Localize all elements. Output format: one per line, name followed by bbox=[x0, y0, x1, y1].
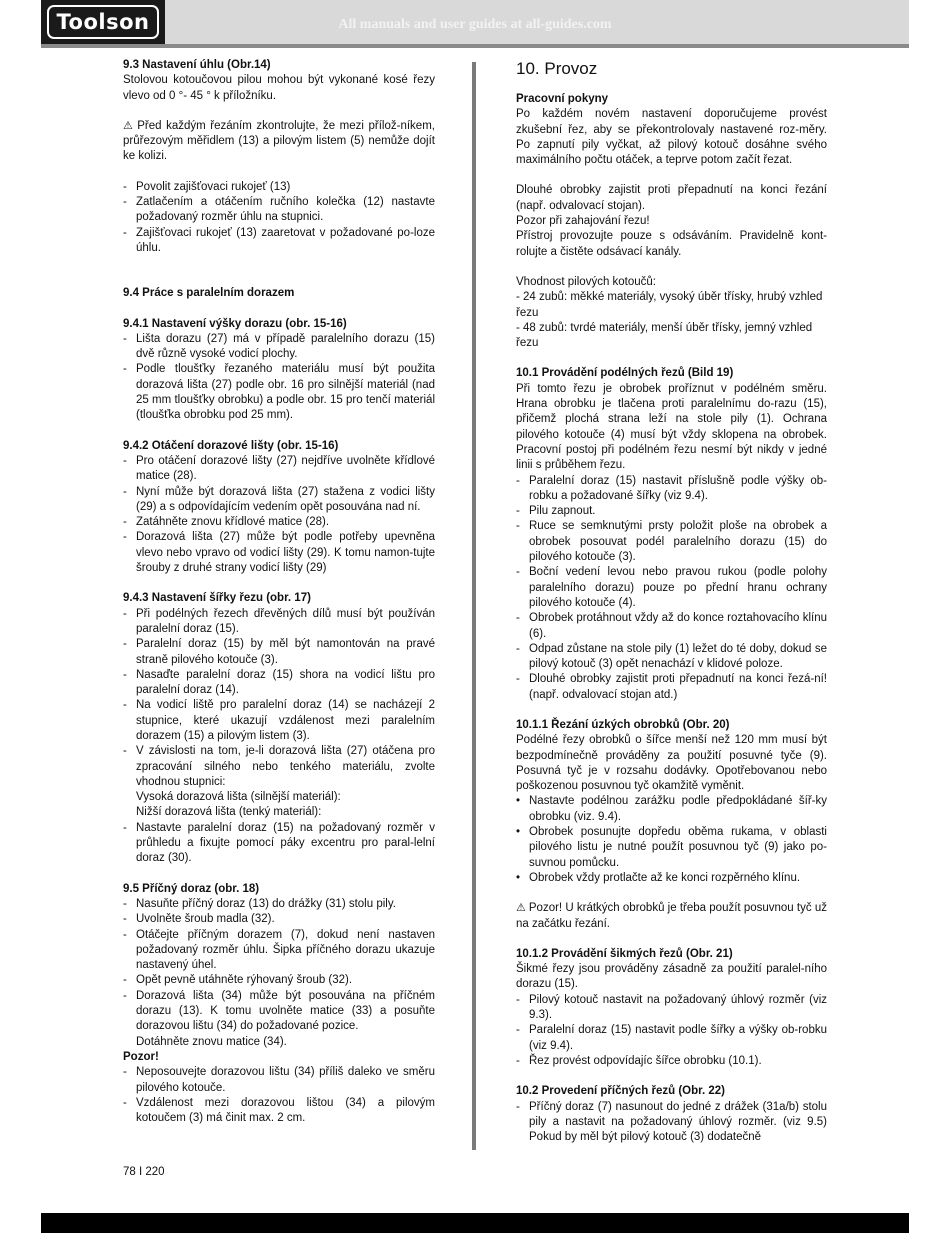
section-10-1-intro: Při tomto řezu je obrobek proříznut v podélném směru. Hrana obrobku je tlačena proti paralelnímu do-razu (15), přičemž plochá strana leží na stole pily (1). Ochrana pilového kotouče (4) musí být vždy sklopena na obrobek. Pracovní postoj při podélném řezu nesmí být nikdy v jedné linii s průběhem řezu. bbox=[516, 382, 827, 472]
list-item: - Boční vedení levou nebo pravou rukou (podle polohy paralelního dorazu) pouze po přední hranu ochrany pilového kotouče (4). bbox=[516, 565, 827, 611]
section-10-1-1-warning bbox=[516, 901, 827, 932]
section-9-5-title: 9.5 Příčný doraz (obr. 18) bbox=[123, 882, 260, 895]
list-item-continuation: Vysoká dorazová lišta (silnější materiál): bbox=[136, 791, 341, 804]
list-item: - Uvolněte šroub madla (32). bbox=[123, 912, 435, 927]
section-10-2-list bbox=[516, 1100, 827, 1146]
list-item: - Povolit zajišťovaci rukojeť (13) bbox=[123, 180, 435, 195]
section-10-2-title: 10.2 Provedení příčných řezů (Obr. 22) bbox=[516, 1085, 725, 1098]
list-item: - Odpad zůstane na stole pily (1) ležet do té doby, dokud se pilový kotouč (3) opět nenachází v klidové poloze. bbox=[516, 642, 827, 673]
list-item: - Opět pevně utáhněte rýhovaný šroub (32). bbox=[123, 973, 435, 988]
list-item: - Otáčejte příčným dorazem (7), dokud není nastaven požadovaný rozměr úhlu. Šipka příčného dorazu ukazuje nastavený úhel. bbox=[123, 928, 435, 974]
work-instructions-title: Pracovní pokyny bbox=[516, 93, 609, 105]
list-item: - Příčný doraz (7) nasunout do jedné z drážek (31a/b) stolu pily a nastavit na požadovaný úhlový rozměr. (viz 9.5) Pokud by měl být pilový kotouč (3) dodatečně bbox=[516, 1100, 827, 1146]
list-item: - Zatlačením a otáčením ručního kolečka (12) nastavte požadovaný rozměr úhlu na stupnici. bbox=[123, 195, 435, 226]
list-item: - Pilu zapnout. bbox=[516, 504, 827, 519]
section-9-4-3-title: 9.4.3 Nastavení šířky řezu (obr. 17) bbox=[123, 592, 311, 605]
list-item: - Obrobek protáhnout vždy až do konce roztahovacího klínu (6). bbox=[516, 611, 827, 642]
list-item: - Nyní může být dorazová lišta (27) stažena z vodici lišty (29) a s odpovídajícím vedením opět posouvána nad ní. bbox=[123, 485, 435, 516]
blades-title: Vhodnost pilových kotoučů: bbox=[516, 275, 657, 288]
caution-heading: Pozor! bbox=[123, 1050, 159, 1063]
warning-triangle-icon: ⚠ bbox=[123, 119, 135, 132]
list-item: - Dlouhé obrobky zajistit proti přepadnutí na konci řezá-ní! (např. odvalovací stojan atd.) bbox=[516, 672, 827, 703]
section-9-3-title: 9.3 Nastavení úhlu (Obr.14) bbox=[123, 59, 271, 71]
section-9-4-1-title: 9.4.1 Nastavení výšky dorazu (obr. 15-16) bbox=[123, 317, 347, 330]
section-9-3-warning bbox=[123, 119, 435, 165]
list-item: - Ruce se semknutými prsty položit ploše na obrobek a obrobek posouvat podél paralelního dorazu (15) do pilového kotouče (3). bbox=[516, 519, 827, 565]
list-item: - Pilový kotouč nastavit na požadovaný úhlový rozměr (viz 9.3). bbox=[516, 993, 827, 1024]
section-9-3-intro: Stolovou kotoučovou pilou mohou být vykonané kosé řezy vlevo od 0 °- 45 ° k příložníku. bbox=[123, 74, 435, 102]
paragraph: - 24 zubů: měkké materiály, vysoký úběr třísky, hrubý vzhled řezu bbox=[516, 291, 823, 319]
section-10-title: 10. Provoz bbox=[516, 59, 598, 78]
footer-bar bbox=[41, 1213, 909, 1233]
list-item: - Nastavte paralelní doraz (15) na požadovaný rozměr v průhledu a fixujte pomocí páky excentru pro paral-lelní doraz (30). bbox=[123, 821, 435, 867]
list-item: - Paralelní doraz (15) nastavit příslušně podle výšky ob-robku a požadované šířky (viz 9.4). bbox=[516, 474, 827, 505]
list-item: - V závislosti na tom, je-li dorazová lišta (27) otáčena pro zpracování silného nebo tenkého materiálu, zvolte vhodnou stupnici: bbox=[123, 744, 435, 790]
list-item: - Neposouvejte dorazovou lištu (34) příliš daleko ve směru pilového kotouče. bbox=[123, 1065, 435, 1096]
section-10-1-2-intro: Šikmé řezy jsou prováděny zásadně za použití paralel-ního dorazu (15). bbox=[516, 963, 827, 991]
list-item: - Nasuňte příčný doraz (13) do drážky (31) stolu pily. bbox=[123, 897, 435, 912]
list-item: - Lišta dorazu (27) má v případě paralelního dorazu (15) dvě různě vysoké vodicí plochy. bbox=[123, 332, 435, 363]
paragraph: Po každém novém nastavení doporučujeme provést zkušební řez, aby se překontrolovaly nastavené roz-měry. Po zapnutí pily vyčkat, až pilový kotouč dosáhne svého maximálního počtu otáček, a teprve potom začít řezat. bbox=[516, 108, 827, 167]
list-item: - Nasaďte paralelní doraz (15) shora na vodicí lištu pro paralelní doraz (14). bbox=[123, 668, 435, 699]
list-item: - Při podélných řezech dřevěných dílů musí být používán paralelní doraz (15). bbox=[123, 607, 435, 638]
left-column bbox=[123, 58, 435, 1126]
list-item: - Dorazová lišta (27) může být podle potřeby upevněna vlevo nebo vpravo od vodicí lišty (29). K tomu namon-tujte šrouby z druhé strany vodicí lišty (29) bbox=[123, 530, 435, 576]
list-item: - Zajišťovaci rukojeť (13) zaaretovat v požadované po-loze úhlu. bbox=[123, 226, 435, 257]
list-item: - Dorazová lišta (34) může být posouvána na příčném dorazu (13). K tomu uvolněte matice (33) a posuňte dorazovou lištu (34) do požadované pozice. bbox=[123, 989, 435, 1035]
list-item: - Řez provést odpovídajíc šířce obrobku (10.1). bbox=[516, 1054, 827, 1069]
list-item: • Obrobek vždy protlačte až ke konci rozpěrného klínu. bbox=[516, 871, 827, 886]
list-item: - Paralelní doraz (15) by měl být namontován na pravé straně pilového kotouče (3). bbox=[123, 637, 435, 668]
warning-triangle-icon: ⚠ bbox=[516, 902, 526, 915]
list-item: - Vzdálenost mezi dorazovou lištou (34) a pilovým kotoučem (3) má činit max. 2 cm. bbox=[123, 1096, 435, 1127]
section-10-1-1-title: 10.1.1 Řezání úzkých obrobků (Obr. 20) bbox=[516, 718, 730, 731]
brand-logo bbox=[41, 0, 165, 44]
paragraph: Přístroj provozujte pouze s odsáváním. Pravidelně kont-rolujte a čistěte odsávací kanály. bbox=[516, 230, 827, 258]
section-9-4-2-title: 9.4.2 Otáčení dorazové lišty (obr. 15-16) bbox=[123, 439, 339, 452]
column-divider bbox=[472, 62, 476, 1150]
list-item-continuation: Nižší dorazová lišta (tenký materiál): bbox=[136, 806, 322, 819]
section-10-1-list bbox=[516, 474, 827, 703]
list-item: - Podle tloušťky řezaného materiálu musí být použita dorazová lišta (27) podle obr. 16 pro silnější materiál (nad 25 mm tloušťky obrobku) a podle obr. 15 pro tenčí materiál (tloušťka obrobku pod 25 mm). bbox=[123, 362, 435, 423]
list-item: • Obrobek posunujte dopředu oběma rukama, v oblasti pilového listu je nutné použít posuvnou tyč (9) jako po-suvnou pomůcku. bbox=[516, 825, 827, 871]
list-item-continuation: Dotáhněte znovu matice (34). bbox=[136, 1035, 287, 1048]
section-9-4-3-list bbox=[123, 607, 435, 867]
list-item: - Pro otáčení dorazové lišty (27) nejdříve uvolněte křídlové matice (28). bbox=[123, 454, 435, 485]
brand-logo-text: Toolson bbox=[47, 5, 159, 39]
caution-list bbox=[123, 1065, 435, 1126]
warning-text: Před každým řezáním zkontrolujte, že mezi přílož-níkem, průřezovým měřidlem (13) a pilovým listem (5) nemůže dojít ke kolizi. bbox=[123, 119, 435, 163]
right-column bbox=[516, 58, 827, 1145]
page-number: 78 I 220 bbox=[123, 1166, 165, 1178]
section-9-3-list bbox=[123, 180, 435, 256]
list-item: - Na vodicí liště pro paralelní doraz (14) se nacházejí 2 stupnice, které ukazují vzdálenost mezi paralelním dorazem (15) a pilovým listem (3). bbox=[123, 698, 435, 744]
section-10-1-2-list bbox=[516, 993, 827, 1069]
warning-text: Pozor! U krátkých obrobků je třeba použít posuvnou tyč už na začátku řezání. bbox=[516, 902, 827, 930]
section-10-1-1-intro: Podélné řezy obrobků o šířce menší než 120 mm musí být bezpodmínečně prováděny za použití posuvné tyče (9). Posuvná tyč je v rozsahu dodávky. Opotřebovanou nebo poškozenou posuvnou tyč okamžitě vyměnit. bbox=[516, 734, 827, 793]
section-9-5-list bbox=[123, 897, 435, 1050]
list-item: - Zatáhněte znovu křídlové matice (28). bbox=[123, 515, 435, 530]
paragraph: Dlouhé obrobky zajistit proti přepadnutí na konci řezání (např. odvalovací stojan). bbox=[516, 184, 827, 212]
section-9-4-title: 9.4 Práce s paralelním dorazem bbox=[123, 287, 295, 300]
watermark: All manuals and user guides at all-guides.com bbox=[338, 17, 612, 32]
list-item: - Paralelní doraz (15) nastavit podle šířky a výšky ob-robku (viz 9.4). bbox=[516, 1023, 827, 1054]
section-9-4-1-list bbox=[123, 332, 435, 424]
paragraph: - 48 zubů: tvrdé materiály, menší úběr třísky, jemný vzhled řezu bbox=[516, 321, 813, 350]
section-10-1-2-title: 10.1.2 Provádění šikmých řezů (Obr. 21) bbox=[516, 947, 733, 960]
header-shadow bbox=[41, 44, 909, 48]
list-item: • Nastavte podélnou zarážku podle předpokládané šíř-ky obrobku (viz. 9.4). bbox=[516, 794, 827, 825]
section-10-1-title: 10.1 Provádění podélných řezů (Bild 19) bbox=[516, 367, 734, 380]
section-9-4-2-list bbox=[123, 454, 435, 576]
paragraph: Pozor při zahajování řezu! bbox=[516, 215, 650, 228]
section-10-1-1-list bbox=[516, 794, 827, 886]
